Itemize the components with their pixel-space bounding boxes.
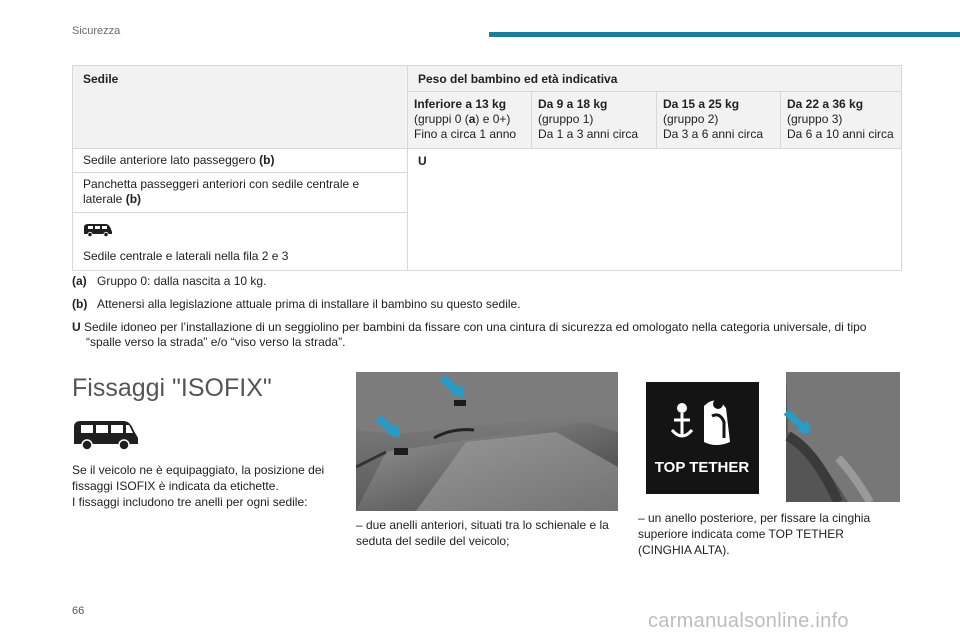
weight-title: Da 22 a 36 kg [787, 97, 864, 111]
col-header-seat: Sedile [73, 66, 408, 149]
seat-row-front-bench: Panchetta passeggeri anteriori con sedile centrale e laterale (b) [73, 173, 408, 213]
note-u: U Sedile idoneo per l’installazione di un seggiolino per bambini da fissare con una cintura di sicurezza ed omologato nella categoria universale, di tipo “spalle verso la strada” e/o “viso verso la strada”. [72, 320, 867, 349]
isofix-top-tether-photo [638, 372, 900, 502]
watermark: carmanualsonline.info [648, 610, 849, 632]
note-a: (a) Gruppo 0: dalla nascita a 10 kg. [72, 274, 267, 288]
col-header-weight: Peso del bambino ed età indicativa [408, 66, 902, 92]
van-icon [83, 223, 113, 237]
weight-group: (gruppi 0 (a) e 0+) [414, 112, 511, 126]
isofix-heading: Fissaggi "ISOFIX" [72, 374, 272, 402]
table-notes [72, 274, 902, 350]
weight-age: Da 3 a 6 anni circa [663, 127, 764, 141]
weight-class-2 [657, 92, 781, 149]
front-rings-caption: – due anelli anteriori, situati tra lo schienale e la seduta del sedile del veicolo; [356, 518, 609, 548]
van-icon [72, 418, 140, 452]
weight-group: (gruppo 2) [663, 112, 719, 126]
isofix-intro: Se il veicolo ne è equipaggiato, la posizione dei fissaggi ISOFIX è indicata da etichette. I fissaggi includono tre anelli per ogni sedile: [72, 463, 325, 509]
weight-title: Inferiore a 13 kg [414, 97, 507, 111]
isofix-front-rings-photo [356, 372, 618, 511]
section-title: Sicurezza [72, 25, 121, 37]
child-seat-table [72, 65, 902, 271]
weight-class-3 [781, 92, 902, 149]
weight-age: Fino a circa 1 anno [414, 127, 517, 141]
weight-title: Da 15 a 25 kg [663, 97, 740, 111]
weight-group: (gruppo 3) [787, 112, 843, 126]
anchor-icon [677, 403, 687, 413]
weight-class-0 [408, 92, 532, 149]
seat-suitability-value: U [408, 149, 902, 271]
weight-title: Da 9 a 18 kg [538, 97, 608, 111]
top-tether-text: TOP TETHER [654, 459, 750, 476]
rear-ring-caption: – un anello posteriore, per fissare la cinghia superiore indicata come TOP TETHER (CINGHIA ALTA). [638, 511, 871, 557]
weight-class-1 [532, 92, 657, 149]
seat-row-rear [73, 213, 408, 271]
seat-row-front-passenger: Sedile anteriore lato passeggero (b) [73, 149, 408, 173]
note-b: (b) Attenersi alla legislazione attuale prima di installare il bambino su questo sedile. [72, 297, 521, 311]
top-tether-label [646, 382, 759, 494]
seat-row-label: Sedile centrale e laterali nella fila 2 e 3 [83, 249, 289, 263]
weight-group: (gruppo 1) [538, 112, 594, 126]
weight-age: Da 6 a 10 anni circa [787, 127, 894, 141]
header-accent-bar [489, 32, 960, 37]
weight-age: Da 1 a 3 anni circa [538, 127, 639, 141]
page-number: 66 [72, 605, 85, 617]
